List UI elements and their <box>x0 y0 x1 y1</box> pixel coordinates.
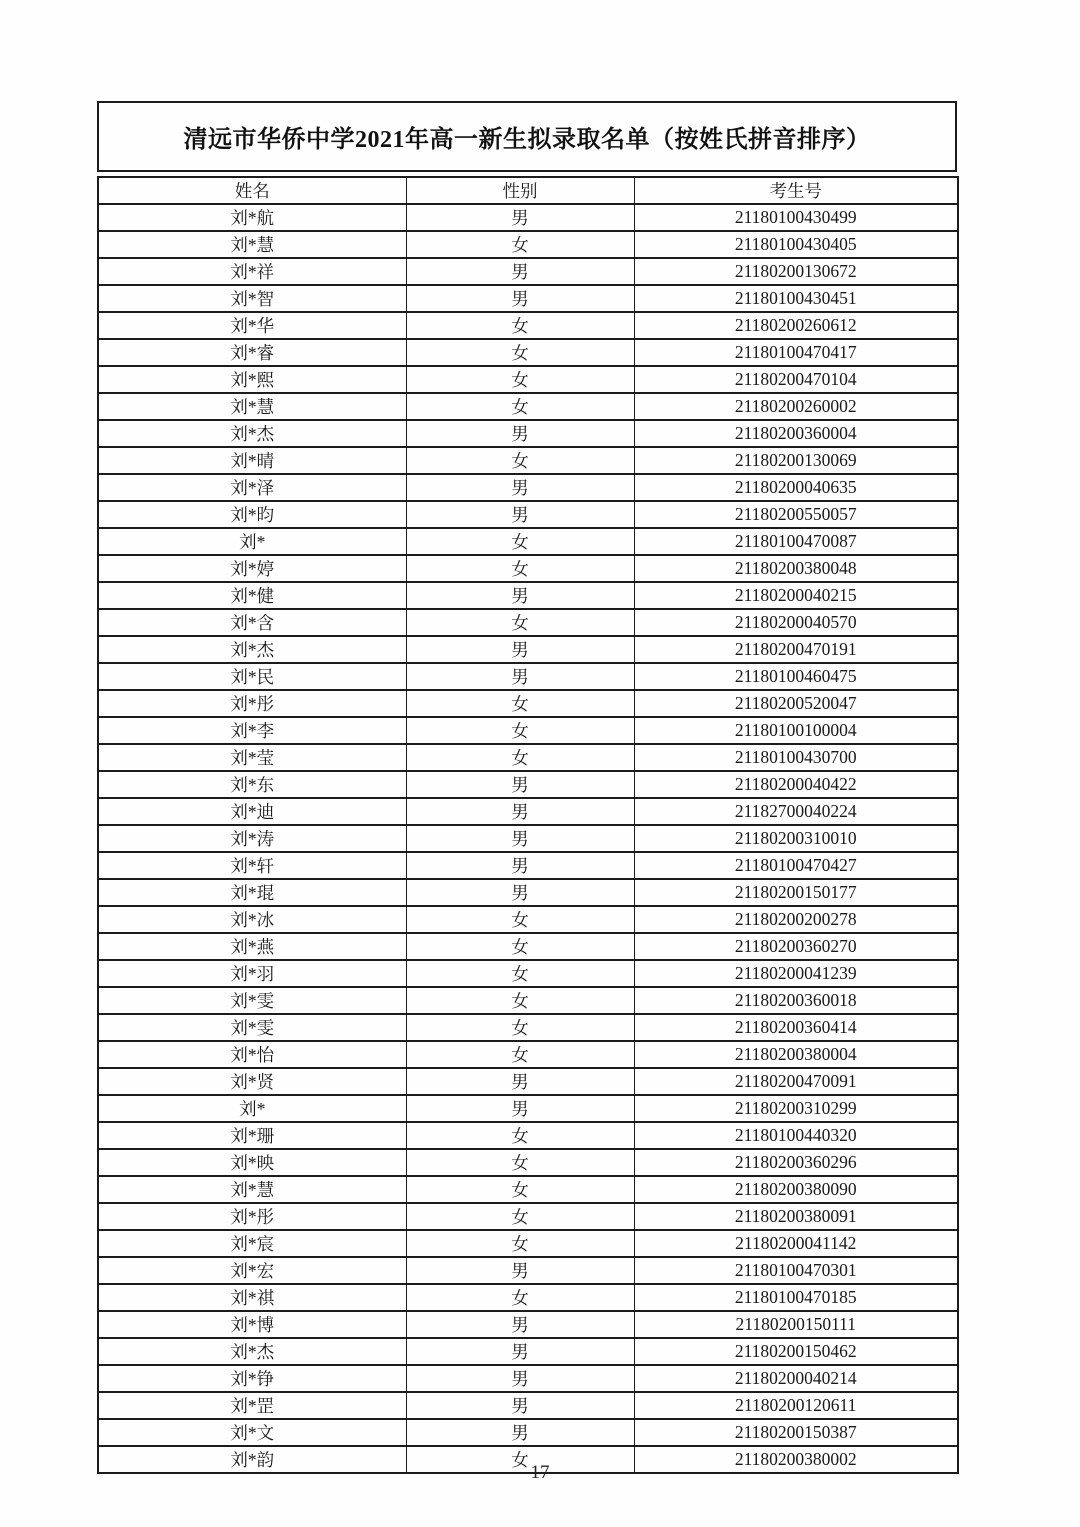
cell-candidate-no: 21180100470301 <box>634 1257 958 1284</box>
cell-gender: 女 <box>406 960 634 987</box>
cell-name: 刘*昀 <box>98 501 406 528</box>
cell-name: 刘*韵 <box>98 1446 406 1473</box>
cell-gender: 男 <box>406 771 634 798</box>
cell-name: 刘*含 <box>98 609 406 636</box>
cell-candidate-no: 21180200360004 <box>634 420 958 447</box>
cell-name: 刘*祥 <box>98 258 406 285</box>
cell-gender: 女 <box>406 1230 634 1257</box>
table-row <box>98 1419 958 1446</box>
cell-candidate-no: 21182700040224 <box>634 798 958 825</box>
cell-name: 刘*羽 <box>98 960 406 987</box>
cell-gender: 男 <box>406 825 634 852</box>
page-number: 17 <box>530 1462 550 1483</box>
cell-gender: 男 <box>406 1419 634 1446</box>
cell-gender: 男 <box>406 1338 634 1365</box>
cell-name: 刘*慧 <box>98 231 406 258</box>
cell-gender: 女 <box>406 528 634 555</box>
table-row <box>98 1230 958 1257</box>
cell-candidate-no: 21180200260002 <box>634 393 958 420</box>
cell-name: 刘*慧 <box>98 393 406 420</box>
cell-candidate-no: 21180100470185 <box>634 1284 958 1311</box>
cell-candidate-no: 21180200470191 <box>634 636 958 663</box>
cell-candidate-no: 21180200150111 <box>634 1311 958 1338</box>
cell-name: 刘*杰 <box>98 1338 406 1365</box>
table-row <box>98 1122 958 1149</box>
cell-gender: 男 <box>406 1095 634 1122</box>
cell-name: 刘*熙 <box>98 366 406 393</box>
cell-candidate-no: 21180200260612 <box>634 312 958 339</box>
cell-candidate-no: 21180200150177 <box>634 879 958 906</box>
cell-candidate-no: 21180200041239 <box>634 960 958 987</box>
cell-candidate-no: 21180200150387 <box>634 1419 958 1446</box>
cell-gender: 女 <box>406 933 634 960</box>
cell-candidate-no: 21180200360296 <box>634 1149 958 1176</box>
cell-candidate-no: 21180200040215 <box>634 582 958 609</box>
table-row <box>98 825 958 852</box>
cell-name: 刘*博 <box>98 1311 406 1338</box>
cell-candidate-no: 21180100470427 <box>634 852 958 879</box>
cell-name: 刘*珊 <box>98 1122 406 1149</box>
table-row <box>98 1365 958 1392</box>
cell-name: 刘*映 <box>98 1149 406 1176</box>
table-row <box>98 393 958 420</box>
admission-table <box>97 176 959 1474</box>
cell-gender: 女 <box>406 744 634 771</box>
cell-name: 刘*琨 <box>98 879 406 906</box>
cell-gender: 男 <box>406 1068 634 1095</box>
table-row <box>98 447 958 474</box>
cell-candidate-no: 21180200040570 <box>634 609 958 636</box>
table-row <box>98 258 958 285</box>
cell-candidate-no: 21180200120611 <box>634 1392 958 1419</box>
cell-name: 刘*晴 <box>98 447 406 474</box>
cell-gender: 女 <box>406 906 634 933</box>
table-row <box>98 582 958 609</box>
cell-candidate-no: 21180100440320 <box>634 1122 958 1149</box>
cell-candidate-no: 21180200200278 <box>634 906 958 933</box>
table-row <box>98 1068 958 1095</box>
cell-gender: 女 <box>406 717 634 744</box>
cell-candidate-no: 21180200310010 <box>634 825 958 852</box>
table-row <box>98 204 958 231</box>
admission-list <box>97 101 957 1474</box>
cell-candidate-no: 21180100460475 <box>634 663 958 690</box>
table-header-row <box>98 177 958 204</box>
table-row <box>98 1149 958 1176</box>
table-row <box>98 987 958 1014</box>
cell-candidate-no: 21180200130069 <box>634 447 958 474</box>
table-row <box>98 1176 958 1203</box>
cell-gender: 女 <box>406 231 634 258</box>
cell-candidate-no: 21180200040422 <box>634 771 958 798</box>
cell-name: 刘*李 <box>98 717 406 744</box>
cell-name: 刘*航 <box>98 204 406 231</box>
table-row <box>98 231 958 258</box>
table-row <box>98 960 958 987</box>
cell-name: 刘*涛 <box>98 825 406 852</box>
cell-candidate-no: 21180200380048 <box>634 555 958 582</box>
cell-name: 刘*彤 <box>98 690 406 717</box>
table-row <box>98 420 958 447</box>
cell-name: 刘*智 <box>98 285 406 312</box>
table-row <box>98 1338 958 1365</box>
cell-gender: 女 <box>406 1284 634 1311</box>
cell-candidate-no: 21180200360414 <box>634 1014 958 1041</box>
col-header-gender: 性别 <box>406 177 634 204</box>
table-row <box>98 501 958 528</box>
cell-gender: 男 <box>406 501 634 528</box>
table-row <box>98 690 958 717</box>
cell-name: 刘*祺 <box>98 1284 406 1311</box>
cell-candidate-no: 21180100470087 <box>634 528 958 555</box>
table-row <box>98 1311 958 1338</box>
cell-candidate-no: 21180200310299 <box>634 1095 958 1122</box>
cell-candidate-no: 21180100430405 <box>634 231 958 258</box>
cell-name: 刘*睿 <box>98 339 406 366</box>
table-row <box>98 1014 958 1041</box>
cell-candidate-no: 21180200130672 <box>634 258 958 285</box>
table-row <box>98 771 958 798</box>
cell-gender: 女 <box>406 1149 634 1176</box>
cell-name: 刘*轩 <box>98 852 406 879</box>
cell-candidate-no: 21180200150462 <box>634 1338 958 1365</box>
cell-gender: 男 <box>406 582 634 609</box>
table-row <box>98 636 958 663</box>
table-row <box>98 906 958 933</box>
cell-candidate-no: 21180200041142 <box>634 1230 958 1257</box>
cell-gender: 男 <box>406 1257 634 1284</box>
cell-candidate-no: 21180200360270 <box>634 933 958 960</box>
table-row <box>98 474 958 501</box>
cell-name: 刘*婷 <box>98 555 406 582</box>
table-row <box>98 1392 958 1419</box>
table-row <box>98 339 958 366</box>
cell-gender: 男 <box>406 258 634 285</box>
cell-gender: 女 <box>406 1446 634 1473</box>
cell-name: 刘*泽 <box>98 474 406 501</box>
table-row <box>98 933 958 960</box>
cell-candidate-no: 21180200380004 <box>634 1041 958 1068</box>
cell-name: 刘*怡 <box>98 1041 406 1068</box>
cell-candidate-no: 21180200040214 <box>634 1365 958 1392</box>
cell-name: 刘*宏 <box>98 1257 406 1284</box>
cell-name: 刘*彤 <box>98 1203 406 1230</box>
cell-candidate-no: 21180200040635 <box>634 474 958 501</box>
cell-gender: 女 <box>406 393 634 420</box>
cell-gender: 男 <box>406 663 634 690</box>
cell-gender: 女 <box>406 690 634 717</box>
cell-candidate-no: 21180200360018 <box>634 987 958 1014</box>
cell-gender: 男 <box>406 798 634 825</box>
cell-gender: 男 <box>406 852 634 879</box>
table-row <box>98 798 958 825</box>
col-header-name: 姓名 <box>98 177 406 204</box>
cell-gender: 女 <box>406 555 634 582</box>
cell-candidate-no: 21180100430499 <box>634 204 958 231</box>
cell-name: 刘*雯 <box>98 1014 406 1041</box>
table-row <box>98 528 958 555</box>
cell-name: 刘*宸 <box>98 1230 406 1257</box>
cell-name: 刘*杰 <box>98 420 406 447</box>
cell-gender: 女 <box>406 447 634 474</box>
table-row <box>98 1041 958 1068</box>
cell-gender: 女 <box>406 1014 634 1041</box>
cell-gender: 男 <box>406 420 634 447</box>
cell-name: 刘*健 <box>98 582 406 609</box>
table-row <box>98 663 958 690</box>
cell-candidate-no: 21180200470091 <box>634 1068 958 1095</box>
cell-candidate-no: 21180100470417 <box>634 339 958 366</box>
cell-candidate-no: 21180200380002 <box>634 1446 958 1473</box>
cell-name: 刘*华 <box>98 312 406 339</box>
cell-candidate-no: 21180100100004 <box>634 717 958 744</box>
cell-gender: 女 <box>406 1203 634 1230</box>
table-row <box>98 744 958 771</box>
table-row <box>98 555 958 582</box>
cell-candidate-no: 21180200520047 <box>634 690 958 717</box>
cell-candidate-no: 21180100430700 <box>634 744 958 771</box>
cell-gender: 男 <box>406 1365 634 1392</box>
table-row <box>98 879 958 906</box>
cell-candidate-no: 21180100430451 <box>634 285 958 312</box>
cell-name: 刘* <box>98 1095 406 1122</box>
cell-gender: 男 <box>406 285 634 312</box>
cell-name: 刘*贤 <box>98 1068 406 1095</box>
cell-gender: 女 <box>406 1122 634 1149</box>
cell-gender: 男 <box>406 879 634 906</box>
cell-name: 刘*燕 <box>98 933 406 960</box>
cell-gender: 女 <box>406 312 634 339</box>
cell-gender: 女 <box>406 609 634 636</box>
cell-gender: 女 <box>406 339 634 366</box>
cell-gender: 女 <box>406 366 634 393</box>
page-title: 清远市华侨中学2021年高一新生拟录取名单（按姓氏拼音排序） <box>97 101 957 172</box>
cell-name: 刘*罡 <box>98 1392 406 1419</box>
cell-name: 刘*铮 <box>98 1365 406 1392</box>
table-row <box>98 1257 958 1284</box>
cell-gender: 男 <box>406 636 634 663</box>
table-row <box>98 1203 958 1230</box>
cell-name: 刘*迪 <box>98 798 406 825</box>
table-row <box>98 717 958 744</box>
cell-name: 刘* <box>98 528 406 555</box>
cell-gender: 男 <box>406 474 634 501</box>
cell-gender: 男 <box>406 204 634 231</box>
cell-candidate-no: 21180200380090 <box>634 1176 958 1203</box>
cell-gender: 女 <box>406 987 634 1014</box>
table-row <box>98 1284 958 1311</box>
cell-name: 刘*慧 <box>98 1176 406 1203</box>
cell-gender: 男 <box>406 1392 634 1419</box>
table-row <box>98 312 958 339</box>
cell-candidate-no: 21180200550057 <box>634 501 958 528</box>
table-row <box>98 609 958 636</box>
cell-name: 刘*雯 <box>98 987 406 1014</box>
cell-name: 刘*民 <box>98 663 406 690</box>
cell-name: 刘*文 <box>98 1419 406 1446</box>
cell-name: 刘*冰 <box>98 906 406 933</box>
cell-name: 刘*杰 <box>98 636 406 663</box>
cell-gender: 女 <box>406 1176 634 1203</box>
table-row <box>98 1095 958 1122</box>
cell-gender: 女 <box>406 1041 634 1068</box>
cell-candidate-no: 21180200380091 <box>634 1203 958 1230</box>
table-row <box>98 366 958 393</box>
table-row <box>98 852 958 879</box>
table-row <box>98 285 958 312</box>
cell-candidate-no: 21180200470104 <box>634 366 958 393</box>
col-header-candidate-no: 考生号 <box>634 177 958 204</box>
cell-gender: 男 <box>406 1311 634 1338</box>
cell-name: 刘*莹 <box>98 744 406 771</box>
cell-name: 刘*东 <box>98 771 406 798</box>
